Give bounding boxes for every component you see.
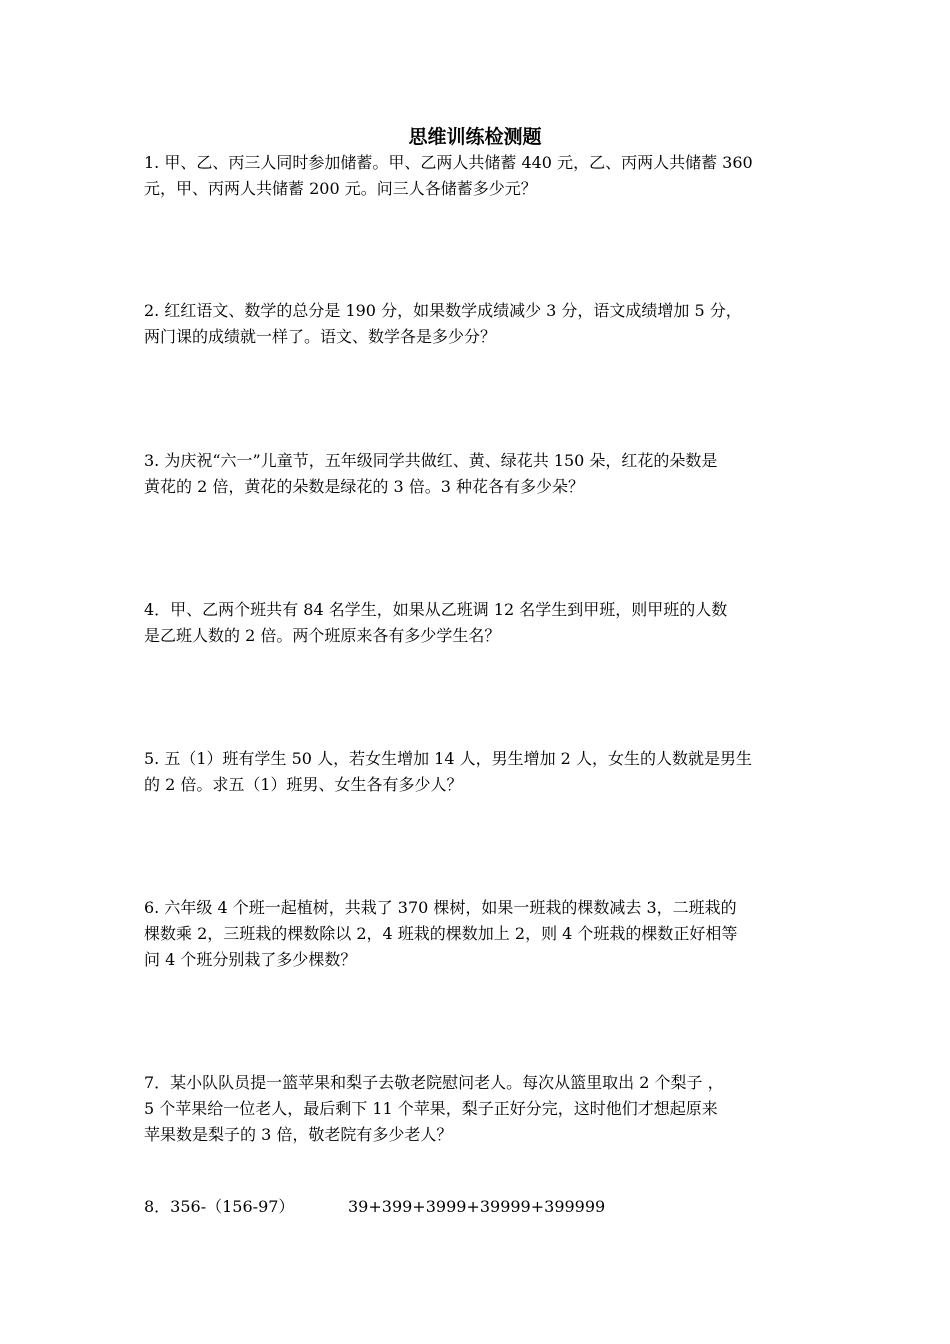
question-3 (144, 448, 814, 500)
question-6-line-1: 6. 六年级 4 个班一起植树，共栽了 370 棵树，如果一班栽的棵数减去 3，二班栽的 (144, 898, 737, 917)
question-3-line-1: 3. 为庆祝“六一”儿童节，五年级同学共做红、黄、绿花共 150 朵，红花的朵数是 (144, 451, 718, 470)
question-8 (144, 1194, 606, 1220)
question-6-line-3: 问 4 个班分别栽了多少棵数？ (144, 950, 357, 969)
question-5-line-1: 5. 五（1）班有学生 50 人，若女生增加 14 人，男生增加 2 人，女生的人数就是男生 (144, 749, 752, 768)
question-7-line-3: 苹果数是梨子的 3 倍，敬老院有多少老人？ (144, 1125, 453, 1144)
page-title: 思维训练检测题 (408, 126, 542, 148)
question-4-line-2: 是乙班人数的 2 倍。两个班原来各有多少学生名？ (144, 626, 501, 645)
question-5-line-2: 的 2 倍。求五（1）班男、女生各有多少人？ (144, 775, 463, 794)
question-2 (144, 298, 814, 350)
question-8-expression-1: 8．356-（156-97） (144, 1197, 295, 1216)
question-4-line-1: 4．甲、乙两个班共有 84 名学生，如果从乙班调 12 名学生到甲班，则甲班的人数 (144, 600, 728, 619)
question-6-line-2: 棵数乘 2，三班栽的棵数除以 2，4 班栽的棵数加上 2，则 4 个班栽的棵数正好相等 (144, 924, 738, 943)
question-2-line-1: 2. 红红语文、数学的总分是 190 分，如果数学成绩减少 3 分，语文成绩增加 5 分， (144, 301, 742, 320)
question-2-line-2: 两门课的成绩就一样了。语文、数学各是多少分？ (144, 327, 497, 346)
question-4 (144, 597, 814, 649)
question-1-line-2: 元，甲、丙两人共储蓄 200 元。问三人各储蓄多少元？ (144, 179, 537, 198)
question-1 (144, 150, 814, 202)
question-7 (144, 1070, 814, 1148)
question-7-line-1: 7．某小队队员提一篮苹果和梨子去敬老院慰问老人。每次从篮里取出 2 个梨子 ， (144, 1073, 724, 1092)
question-8-expression-2: 39+399+3999+39999+399999 (348, 1197, 606, 1216)
question-5 (144, 746, 814, 798)
question-3-line-2: 黄花的 2 倍，黄花的朵数是绿花的 3 倍。3 种花各有多少朵？ (144, 477, 584, 496)
question-1-line-1: 1. 甲、乙、丙三人同时参加储蓄。甲、乙两人共储蓄 440 元，乙、丙两人共储蓄 360 (144, 153, 753, 172)
question-6 (144, 895, 814, 973)
question-7-line-2: 5 个苹果给一位老人，最后剩下 11 个苹果，梨子正好分完，这时他们才想起原来 (144, 1099, 718, 1118)
